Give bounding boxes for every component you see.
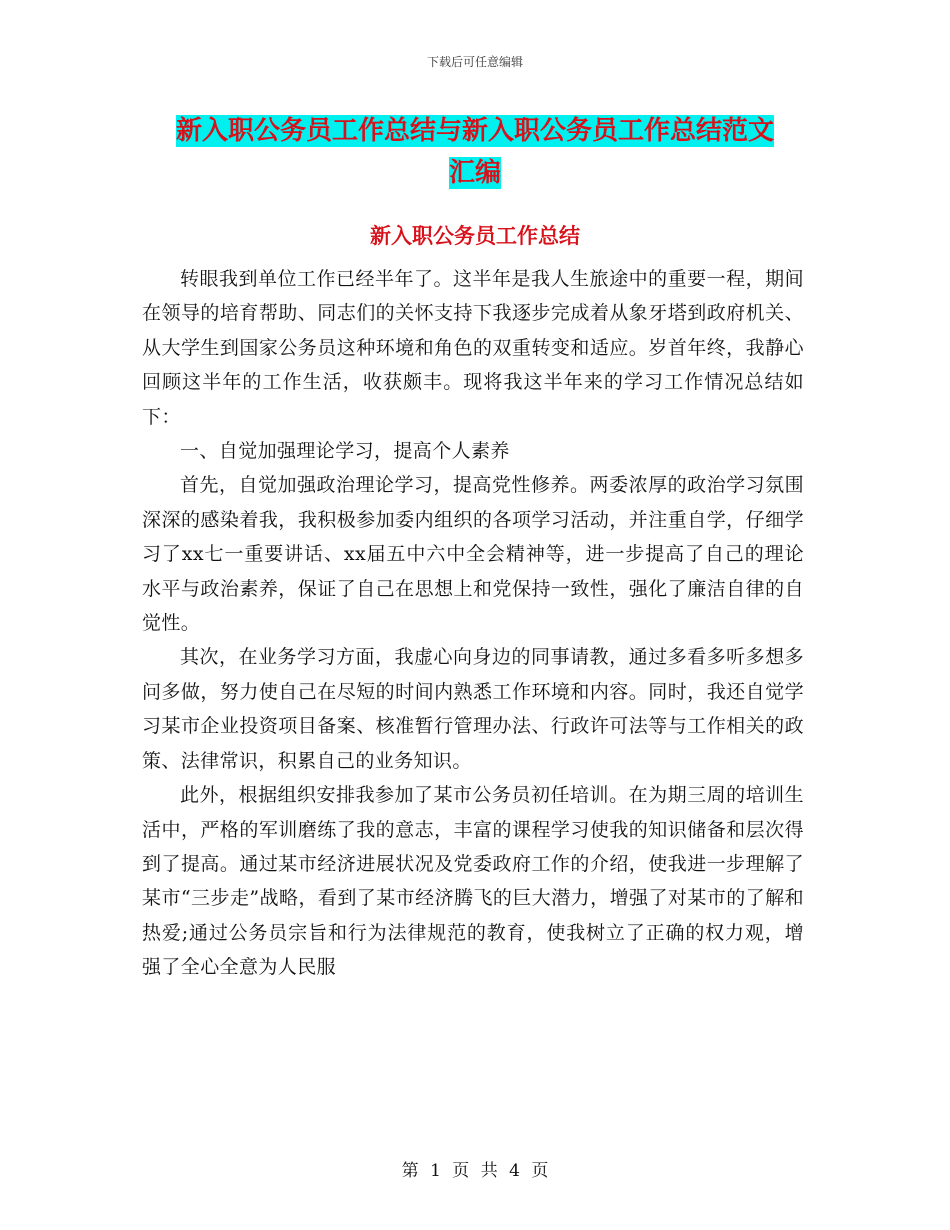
document-body	[142, 262, 804, 985]
title-line-2: 汇编	[448, 158, 501, 188]
paragraph-second: 其次，在业务学习方面，我虚心向身边的同事请教，通过多看多听多想多问多做，努力使自己在尽短的时间内熟悉工作环境和内容。同时，我还自觉学习某市企业投资项目备案、核准暂行管理办法、行政许可法等与工作相关的政策、法律常识，积累自己的业务知识。	[142, 646, 804, 772]
title-line-1: 新入职公务员工作总结与新入职公务员工作总结范文	[175, 116, 774, 146]
section-title: 新入职公务员工作总结	[370, 224, 580, 248]
paragraph-intro: 转眼我到单位工作已经半年了。这半年是我人生旅途中的重要一程，期间在领导的培育帮助、同志们的关怀支持下我逐步完成着从象牙塔到政府机关、从大学生到国家公务员这种环境和角色的双重转变和适应。岁首年终，我静心回顾这半年的工作生活，收获颇丰。现将我这半年来的学习工作情况总结如下：	[142, 268, 804, 428]
page-number-footer: 第 1 页 共 4 页	[401, 1161, 549, 1181]
document-title	[140, 110, 810, 194]
paragraph-heading-1: 一、自觉加强理论学习，提高个人素养	[180, 440, 510, 463]
paragraph-first: 首先，自觉加强政治理论学习，提高党性修养。两委浓厚的政治学习氛围深深的感染着我，我积极参加委内组织的各项学习活动，并注重自学，仔细学习了xx七一重要讲话、xx届五中六中全会精神等，进一步提高了自己的理论水平与政治素养，保证了自己在思想上和党保持一致性，强化了廉洁自律的自觉性。	[142, 474, 804, 635]
page-header-note: 下载后可任意编辑	[426, 55, 523, 69]
paragraph-third: 此外，根据组织安排我参加了某市公务员初任培训。在为期三周的培训生活中，严格的军训磨练了我的意志，丰富的课程学习使我的知识储备和层次得到了提高。通过某市经济进展状况及党委政府工作的介绍，使我进一步理解了某市“三步走”战略，看到了某市经济腾飞的巨大潜力，增强了对某市的了解和热爱;通过公务员宗旨和行为法律规范的教育，使我树立了正确的权力观，增强了全心全意为人民服	[142, 784, 804, 979]
